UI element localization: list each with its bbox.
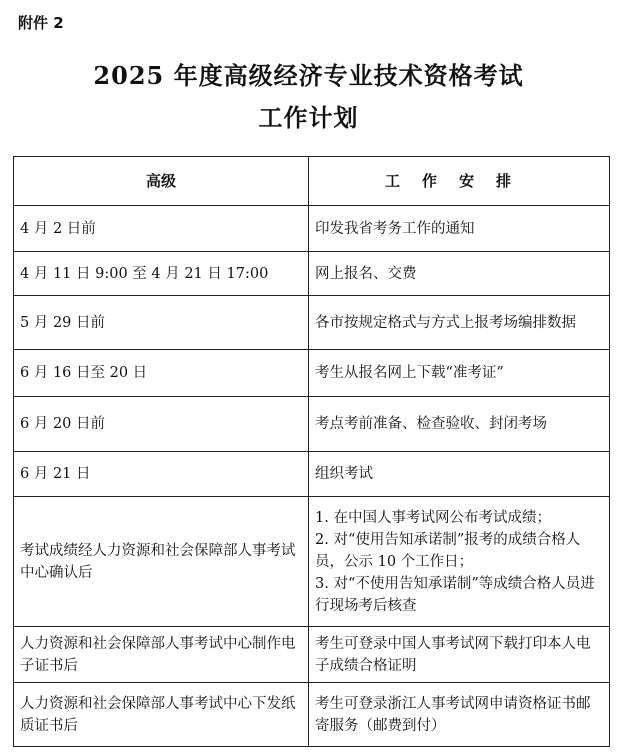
row-task: 考点考前准备、检查验收、封闭考场 (309, 397, 610, 452)
row-time: 考试成绩经人力资源和社会保障部人事考试中心确认后 (14, 497, 309, 627)
row-time: 6 月 20 日前 (14, 397, 309, 452)
table-header-row (14, 157, 610, 206)
row-time: 5 月 29 日前 (14, 296, 309, 350)
table-row (14, 497, 610, 627)
row-task: 1. 在中国人事考试网公布考试成绩； 2. 对“使用告知承诺制”报考的成绩合格人员，公示 10 个工作日； 3. 对“不使用告知承诺制”等成绩合格人员进行现场考后核查 (309, 497, 610, 627)
table-row (14, 452, 610, 497)
row-time: 4 月 11 日 9:00 至 4 月 21 日 17:00 (14, 252, 309, 296)
row-task: 考生可登录浙江人事考试网申请资格证书邮寄服务（邮费到付） (309, 683, 610, 747)
table-row (14, 252, 610, 296)
table-row (14, 397, 610, 452)
header-work-arrangement: 工作安排 (309, 157, 610, 206)
table-row (14, 206, 610, 252)
row-task: 网上报名、交费 (309, 252, 610, 296)
work-plan-table (13, 156, 610, 747)
row-task: 各市按规定格式与方式上报考场编排数据 (309, 296, 610, 350)
attachment-label: 附件 2 (18, 14, 64, 32)
row-task: 印发我省考务工作的通知 (309, 206, 610, 252)
row-time: 人力资源和社会保障部人事考试中心制作电子证书后 (14, 627, 309, 683)
row-task: 考生从报名网上下载“准考证” (309, 350, 610, 397)
table-row (14, 683, 610, 747)
row-time: 6 月 21 日 (14, 452, 309, 497)
table-row (14, 350, 610, 397)
row-time: 人力资源和社会保障部人事考试中心下发纸质证书后 (14, 683, 309, 747)
document-title-line-1: 2025 年度高级经济专业技术资格考试 (93, 61, 524, 90)
table-row (14, 296, 610, 350)
row-task: 考生可登录中国人事考试网下载打印本人电子成绩合格证明 (309, 627, 610, 683)
header-level: 高级 (14, 157, 309, 206)
document-title-line-2: 工作计划 (258, 103, 359, 132)
table-row (14, 627, 610, 683)
row-time: 4 月 2 日前 (14, 206, 309, 252)
row-task: 组织考试 (309, 452, 610, 497)
row-time: 6 月 16 日至 20 日 (14, 350, 309, 397)
